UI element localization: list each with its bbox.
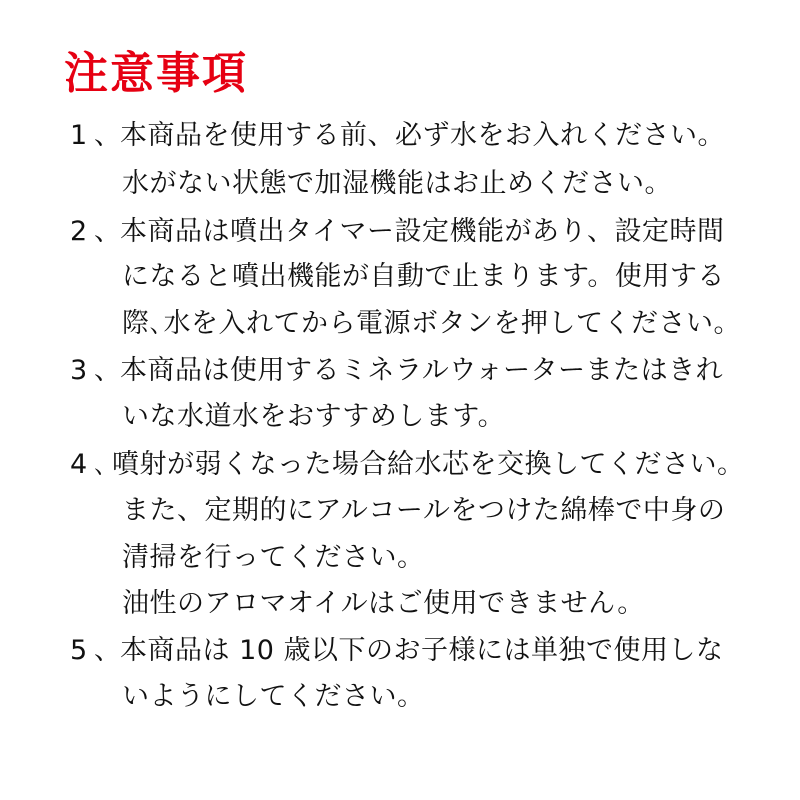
page-title: 注意事項 [64, 48, 248, 99]
item-number: 5 [70, 635, 88, 666]
list-item-5-line-1 [70, 633, 724, 669]
list-item-2-line-3: 際､水を入れてから電源ボタンを押してください。 [122, 308, 741, 339]
list-item-3-line-2: いな水道水をおすすめします。 [122, 401, 506, 432]
list-item-1-line-1 [70, 118, 725, 154]
item-text: 本商品は使用するミネラルウォーターまたはきれ [120, 355, 724, 386]
item-number: 4 [70, 449, 88, 480]
item-separator: 、 [94, 216, 122, 247]
item-text: 本商品は 10 歳以下のお子様には単独で使用しな [120, 635, 724, 666]
item-text: 本商品は噴出タイマー設定機能があり、設定時間 [120, 216, 725, 247]
item-separator: 、 [94, 635, 122, 666]
list-item-1-line-2: 水がない状態で加湿機能はお止めください。 [122, 168, 672, 199]
item-separator: 、 [94, 120, 122, 151]
item-text: 噴射が弱くなった場合給水芯を交換してください。 [112, 449, 745, 480]
item-separator: 、 [94, 355, 122, 386]
list-item-4-line-3: 清掃を行ってください。 [122, 542, 425, 573]
list-item-4-line-1 [70, 447, 745, 483]
list-item-3-line-1 [70, 353, 723, 389]
item-number: 3 [70, 355, 88, 386]
list-item-4-line-2: また、定期的にアルコールをつけた綿棒で中身の [122, 495, 726, 526]
item-number: 2 [70, 216, 88, 247]
item-text: 本商品を使用する前、必ず水をお入れください。 [120, 120, 725, 151]
list-item-5-line-2: いようにしてください。 [122, 681, 425, 712]
item-number: 1 [70, 120, 88, 151]
item-separator: ､ [94, 449, 108, 480]
list-item-2-line-1 [70, 214, 724, 250]
list-item-2-line-2: になると噴出機能が自動で止まります。使用する [122, 261, 725, 292]
list-item-4-line-4: 油性のアロマオイルはご使用できません。 [122, 588, 645, 619]
